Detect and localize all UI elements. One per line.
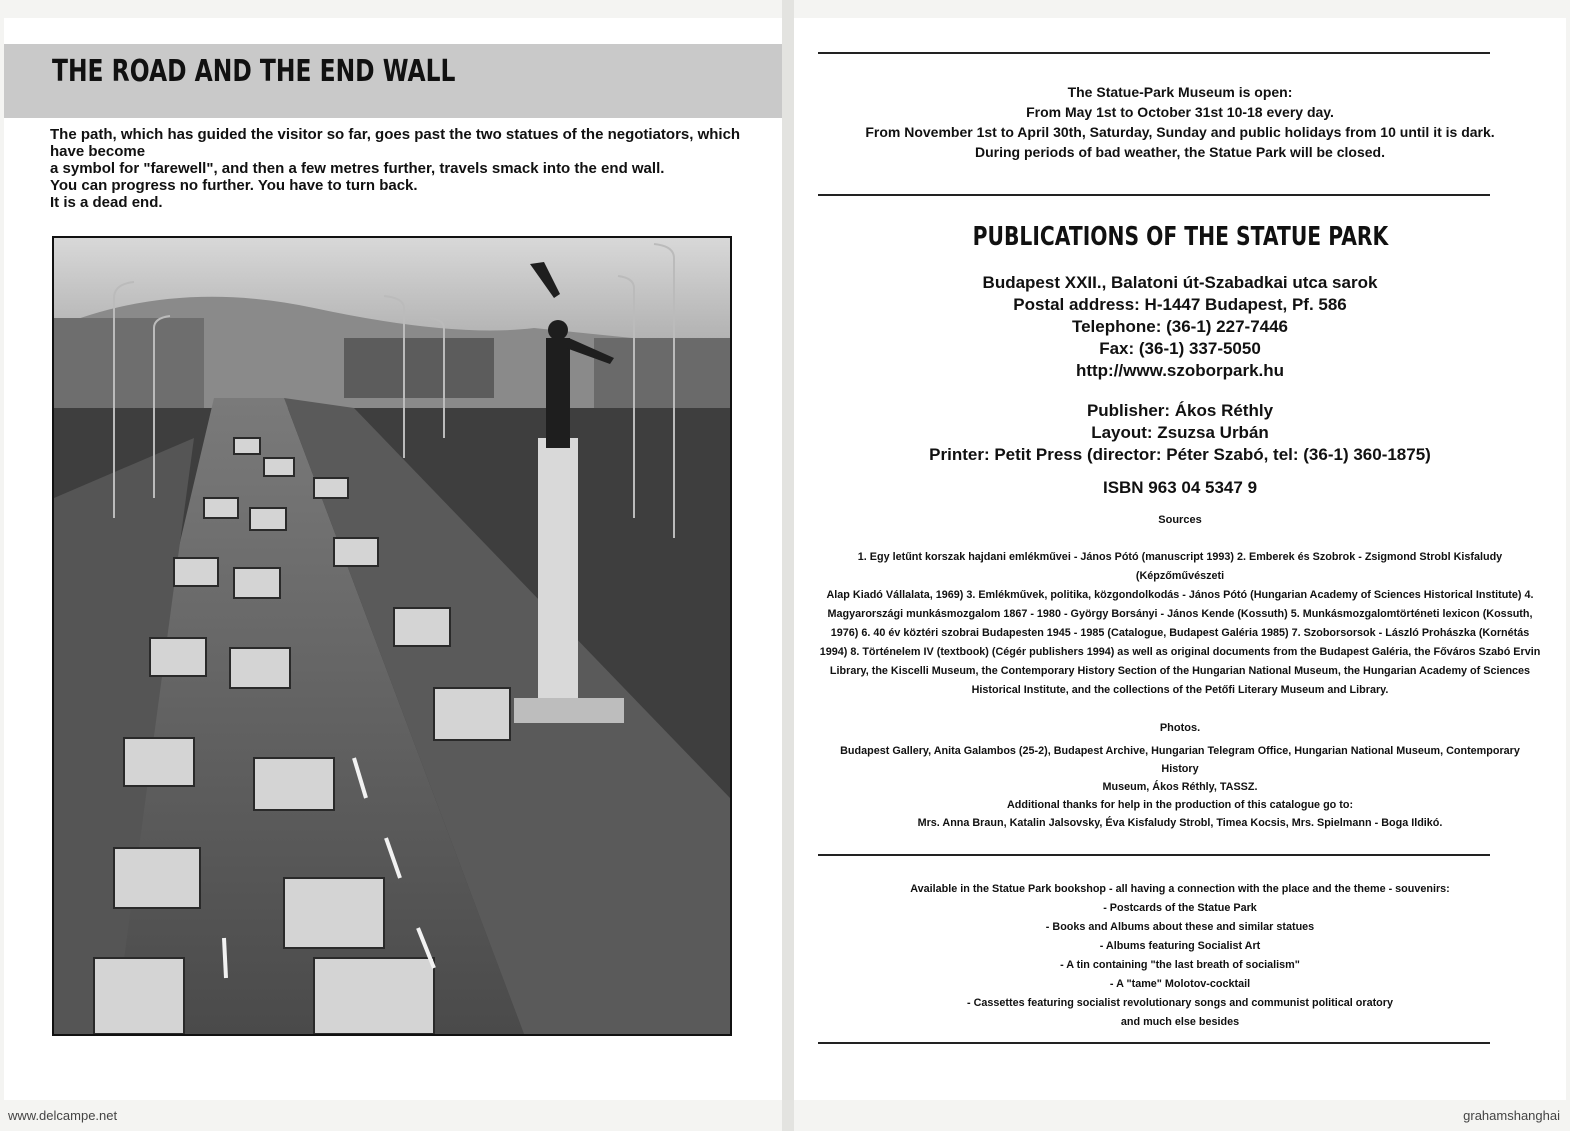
sources-line: 1. Egy letűnt korszak hajdani emlékművei - János Pótó (manuscript 1993) 2. Emberek és Szobrok - Zsigmond Strobl Kisfaludy (Képzőművészeti [857,551,1503,582]
hours-line: During periods of bad weather, the Statue Park will be closed. [975,144,1385,160]
intro-text [50,126,750,211]
bookshop-line: Available in the Statue Park bookshop - all having a connection with the place and the theme - souvenirs: [910,883,1450,895]
layout-line: Layout: Zsuzsa Urbán [1091,423,1269,442]
hours-line: The Statue-Park Museum is open: [1067,84,1293,100]
intro-line: It is a dead end. [50,194,163,211]
divider-line [818,194,1490,196]
opening-hours [824,82,1536,162]
hours-line: From November 1st to April 30th, Saturday, Sunday and public holidays from 10 until it is dark. [865,124,1495,140]
sources-line: 1976) 6. 40 év köztéri szobrai Budapesten 1945 - 1985 (Catalogue, Budapest Galéria 1985) 7. Szoborsorsok - László Prohászka (Kornétás [830,627,1530,639]
photos-credits [824,742,1536,796]
thanks-block [824,796,1536,832]
isbn: ISBN 963 04 5347 9 [1102,478,1258,497]
bookshop-line: - Cassettes featuring socialist revolutionary songs and communist political oratory [967,997,1393,1009]
intro-line: a symbol for "farewell", and then a few metres further, travels smack into the end wall. [50,160,665,177]
publisher-line: Publisher: Ákos Réthly [1086,401,1274,420]
sources-list [814,548,1546,700]
photos-heading: Photos. [1159,722,1201,734]
intro-line: You can progress no further. You have to turn back. [50,177,418,194]
hours-line: From May 1st to October 31st 10-18 every day. [1026,104,1334,120]
divider-line [818,52,1490,54]
bookshop-list [824,880,1536,1032]
watermark-left: www.delcampe.net [8,1108,118,1123]
page-title: THE ROAD AND THE END WALL [52,54,456,89]
sources-heading: Sources [1158,514,1202,526]
sources-line: Historical Institute, and the collections of the Petőfi Literary Museum and Library. [971,684,1389,696]
publications-title-text: PUBLICATIONS OF THE STATUE PARK [972,222,1388,252]
thanks-line: Mrs. Anna Braun, Katalin Jalsovsky, Éva Kisfaludy Strobl, Timea Kocsis, Mrs. Spielmann - Boga Ildikó. [917,817,1443,829]
road-photo [52,236,732,1036]
intro-line: The path, which has guided the visitor so far, goes past the two statues of the negotiators, which have become [50,126,741,160]
divider-line [818,1042,1490,1044]
address-line: Budapest XXII., Balatoni út-Szabadkai utca sarok [982,273,1378,292]
printer-line: Printer: Petit Press (director: Péter Szabó, tel: (36-1) 360-1875) [929,445,1431,464]
book-spine [782,0,794,1131]
divider-line [818,854,1490,856]
sources-line: Library, the Kiscelli Museum, the Contemporary History Section of the Hungarian National Museum, the Hungarian Academy of Sciences [829,665,1531,677]
watermark-right: grahamshanghai [1463,1108,1560,1123]
bookshop-line: - A "tame" Molotov-cocktail [1109,978,1251,990]
right-page [794,18,1566,1100]
left-page [4,18,782,1100]
bookshop-line: and much else besides [1120,1016,1240,1028]
bookshop-line: - A tin containing "the last breath of socialism" [1060,959,1300,971]
website-link: http://www.szoborpark.hu [1075,361,1285,380]
bookshop-line: - Postcards of the Statue Park [1103,902,1257,914]
address-line: Fax: (36-1) 337-5050 [1099,339,1261,358]
photos-line: Museum, Ákos Réthly, TASSZ. [1102,781,1258,793]
bookshop-line: - Books and Albums about these and similar statues [1045,921,1315,933]
address-line: Postal address: H-1447 Budapest, Pf. 586 [1013,295,1347,314]
publications-title [824,222,1536,252]
thanks-line: Additional thanks for help in the production of this catalogue go to: [1006,799,1354,811]
bookshop-line: - Albums featuring Socialist Art [1099,940,1261,952]
sources-line: 1994) 8. Történelem IV (textbook) (Cégér publishers 1994) as well as original documents from the Budapest Galéria, the Főváros Szabó Ervin [819,646,1541,658]
address-line: Telephone: (36-1) 227-7446 [1071,317,1289,336]
credits-block [824,400,1536,466]
road-photo-image [54,238,730,1034]
sources-line: Magyarországi munkásmozgalom 1867 - 1980 - György Borsányi - János Kende (Kossuth) 5. Munkásmozgalomtörténeti lexicon (Kossuth, [827,608,1533,620]
address-block [824,272,1536,382]
photos-line: Budapest Gallery, Anita Galambos (25-2), Budapest Archive, Hungarian Telegram Office, Hungarian National Museum, Contemporary History [840,745,1520,775]
sources-line: Alap Kiadó Vállalata, 1969) 3. Emlékművek, politika, közgondolkodás - János Pótó (Hungarian Academy of Sciences Historical Institute) 4. [826,589,1534,601]
